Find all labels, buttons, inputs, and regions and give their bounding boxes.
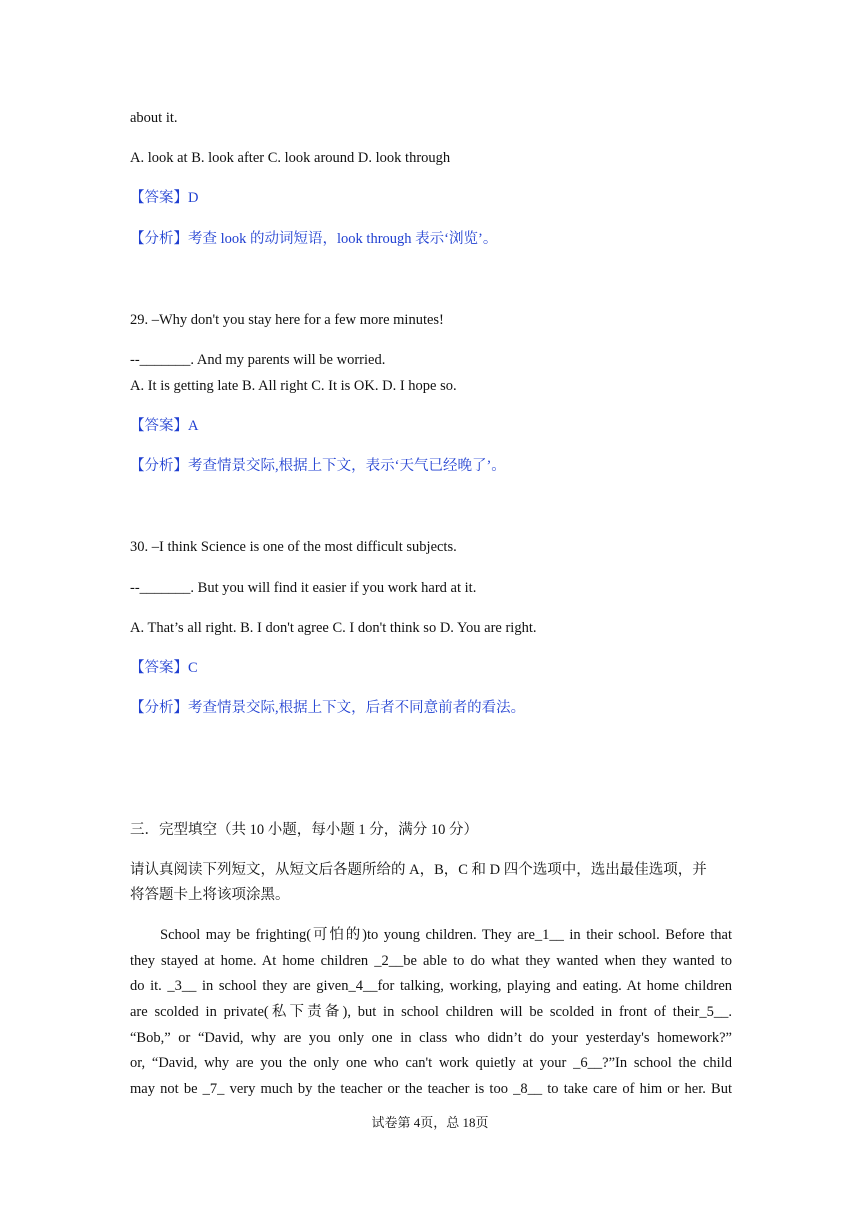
section3-heading: 三．完型填空（共 10 小题，每小题 1 分，满分 10 分）	[130, 822, 478, 838]
q29-options: A. It is getting late B. All right C. It is OK. D. I hope so.	[130, 378, 457, 394]
cloze-passage	[130, 923, 732, 1103]
passage-line: or, “David, why are you the only one who can't work quietly at your _6__?”In school the child	[130, 1055, 732, 1072]
passage-line: do it. _3__ in school they are given_4__for talking, working, playing and eating. At home children	[130, 978, 732, 995]
q28-analysis: 【分析】考查 look 的动词短语，look through 表示‘浏览’。	[130, 231, 498, 247]
q30-options: A. That’s all right. B. I don't agree C. I don't think so D. You are right.	[130, 620, 537, 636]
passage-line: “Bob,” or “David, why are you only one in class who didn’t do your yesterday's homework?”	[130, 1029, 732, 1046]
q30-reply: --_______. But you will find it easier if you work hard at it.	[130, 580, 477, 596]
q29-reply: --_______. And my parents will be worried.	[130, 352, 386, 368]
q30-answer: 【答案】C	[130, 660, 198, 676]
q29-answer: 【答案】A	[130, 418, 199, 434]
q30-analysis: 【分析】考查情景交际,根据上下文，后者不同意前者的看法。	[130, 700, 526, 716]
q29-question: 29. –Why don't you stay here for a few more minutes!	[130, 312, 444, 328]
q29-analysis: 【分析】考查情景交际,根据上下文，表示‘天气已经晚了’。	[130, 458, 506, 474]
section3-instruction-line2: 将答题卡上将该项涂黑。	[130, 887, 290, 903]
passage-line: are scolded in private(私下责备), but in school children will be scolded in front of their_5__.	[130, 1004, 732, 1021]
q28-tail: about it.	[130, 110, 178, 126]
q30-question: 30. –I think Science is one of the most difficult subjects.	[130, 539, 457, 555]
passage-line: may not be _7_ very much by the teacher or the teacher is too _8__ to take care of him or her. But	[130, 1081, 732, 1098]
passage-line: School may be frighting(可怕的)to young children. They are_1__ in their school. Before that	[160, 927, 732, 943]
q28-options: A. look at B. look after C. look around D. look through	[130, 150, 451, 166]
q28-answer: 【答案】D	[130, 190, 199, 206]
passage-line: they stayed at home. At home children _2__be able to do what they wanted when they wanted to	[130, 952, 732, 969]
page-footer: 试卷第 4页，总 18页	[371, 1115, 489, 1130]
section3-instruction-line1: 请认真阅读下列短文，从短文后各题所给的 A，B，C 和 D 四个选项中，选出最佳选项，并	[130, 862, 707, 878]
